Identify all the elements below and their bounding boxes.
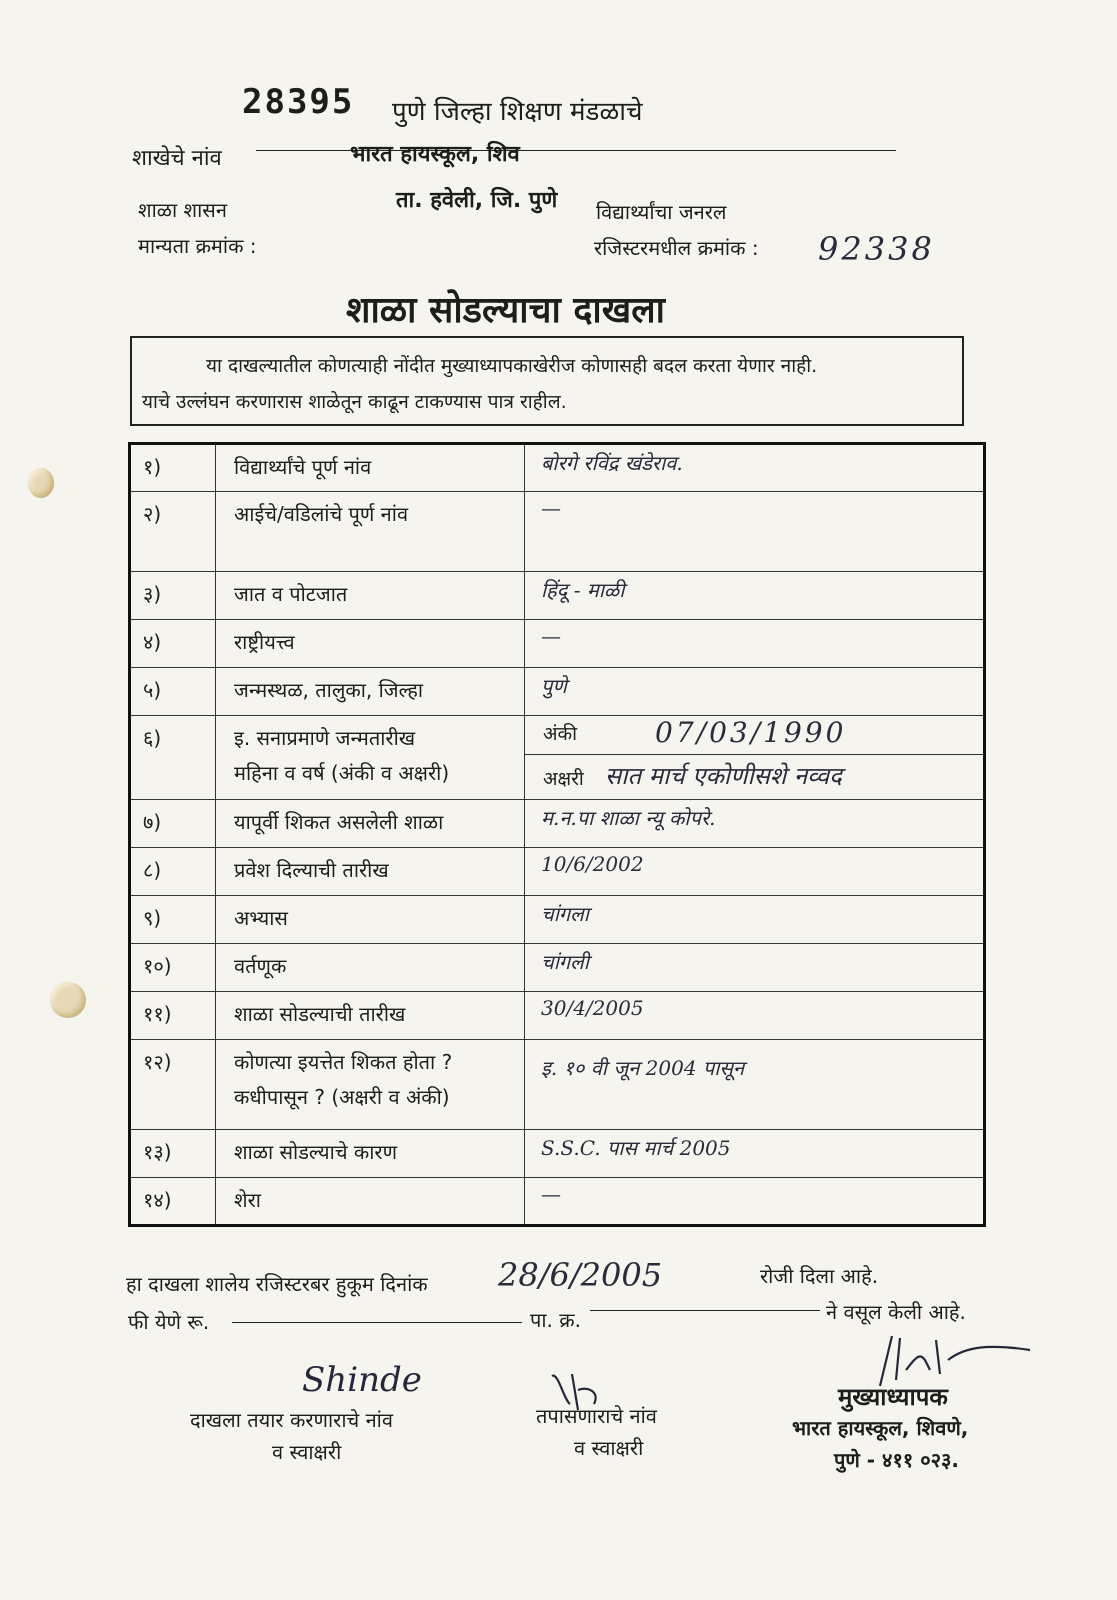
table-row: [130, 492, 985, 572]
headmaster-title: मुख्याध्यापक: [838, 1383, 948, 1411]
row-label-line-1: इ. सनाप्रमाणे जन्मतारीख: [234, 726, 416, 750]
branch-stamp: भारत हायस्कूल, शिव: [350, 142, 520, 167]
serial-number: 28395: [242, 82, 355, 122]
row-label: [216, 716, 525, 800]
table-row: [130, 668, 985, 716]
row-number: ७): [130, 800, 216, 848]
row-label: जात व पोटजात: [216, 572, 525, 620]
row-number: १४): [130, 1178, 216, 1226]
row-number: ११): [130, 992, 216, 1040]
row-value: चांगला: [525, 896, 985, 944]
table-row: [130, 896, 985, 944]
row-label: यापूर्वी शिकत असलेली शाळा: [216, 800, 525, 848]
row-number: ३): [130, 572, 216, 620]
row-label: वर्तणूक: [216, 944, 525, 992]
table-row: [130, 444, 985, 492]
row-value: —: [525, 1178, 985, 1226]
table-row: [130, 800, 985, 848]
receipt-label: पा. क्र.: [530, 1308, 581, 1332]
row-label: विद्यार्थ्यांचे पूर्ण नांव: [216, 444, 525, 492]
checker-label-2: व स्वाक्षरी: [574, 1436, 644, 1460]
row-label: आईचे/वडिलांचे पूर्ण नांव: [216, 492, 525, 572]
row-number: १२): [130, 1040, 216, 1130]
row-value: —: [525, 620, 985, 668]
notice-line-1: या दाखल्यातील कोणत्याही नोंदीत मुख्याध्यापकाखेरीज कोणासही बदल करता येणार नाही.: [206, 355, 818, 377]
row-number: ५): [130, 668, 216, 716]
row-value: [525, 716, 985, 800]
table-row: [130, 572, 985, 620]
table-row: [130, 992, 985, 1040]
dob-numeric: [525, 716, 983, 755]
row-value: 30/4/2005: [525, 992, 985, 1040]
table-row: [130, 1130, 985, 1178]
row-label-line-1: कोणत्या इयत्तेत शिकत होता ?: [234, 1050, 453, 1074]
table-row: [130, 944, 985, 992]
row-label-line-2: कधीपासून ? (अक्षरी व अंकी): [234, 1085, 450, 1109]
preparer-signature: Shinde: [302, 1360, 422, 1400]
table-row: [130, 716, 985, 800]
dob-words: [525, 755, 983, 797]
fee-collected: ने वसूल केली आहे.: [826, 1300, 966, 1324]
headmaster-city: पुणे - ४११ ०२३.: [834, 1448, 960, 1472]
register-label-1: विद्यार्थ्यांचा जनरल: [596, 200, 727, 224]
row-number: ९): [130, 896, 216, 944]
row-value: इ. १० वी जून 2004 पासून: [525, 1040, 985, 1130]
row-label: शेरा: [216, 1178, 525, 1226]
row-label: जन्मस्थळ, तालुका, जिल्हा: [216, 668, 525, 716]
row-label: अभ्यास: [216, 896, 525, 944]
row-number: २): [130, 492, 216, 572]
receipt-line: [590, 1310, 820, 1311]
recognition-label: मान्यता क्रमांक :: [138, 234, 257, 258]
register-label-2: रजिस्टरमधील क्रमांक :: [594, 236, 759, 260]
certificate-table: [128, 442, 986, 1227]
preparer-label-1: दाखला तयार करणाराचे नांव: [190, 1408, 393, 1432]
table-row: [130, 1040, 985, 1130]
row-value: चांगली: [525, 944, 985, 992]
row-number: ४): [130, 620, 216, 668]
row-label: प्रवेश दिल्याची तारीख: [216, 848, 525, 896]
row-number: ८): [130, 848, 216, 896]
row-value: बोरगे रविंद्र खंडेराव.: [525, 444, 985, 492]
row-value: —: [525, 492, 985, 572]
row-value: 10/6/2002: [525, 848, 985, 896]
table-row: [130, 848, 985, 896]
notice-box: [130, 336, 964, 426]
board-name: पुणे जिल्हा शिक्षण मंडळाचे: [392, 97, 643, 127]
row-label-line-2: महिना व वर्ष (अंकी व अक्षरी): [234, 761, 450, 785]
row-label: [216, 1040, 525, 1130]
row-number: १३): [130, 1130, 216, 1178]
checker-label-1: तपासणाराचे नांव: [536, 1404, 657, 1428]
issue-line-suffix: रोजी दिला आहे.: [760, 1264, 879, 1288]
table-row: [130, 1178, 985, 1226]
dob-words-label: अक्षरी: [543, 768, 584, 790]
issue-line-prefix: हा दाखला शालेय रजिस्टरबर हुकूम दिनांक: [126, 1272, 428, 1296]
dob-numeric-value: 07/03/1990: [655, 716, 847, 749]
notice-line-2: याचे उल्लंघन करणारास शाळेतून काढून टाकण्यास पात्र राहील.: [142, 391, 567, 413]
certificate-title: शाळा सोडल्याचा दाखला: [346, 290, 665, 331]
dob-words-value: सात मार्च एकोणीसशे नव्वद: [605, 762, 842, 790]
row-label: शाळा सोडल्याचे कारण: [216, 1130, 525, 1178]
row-label: राष्ट्रीयत्त्व: [216, 620, 525, 668]
row-value: हिंदू - माळी: [525, 572, 985, 620]
row-number: १): [130, 444, 216, 492]
punch-hole-bottom: [50, 982, 86, 1018]
branch-stamp-2: ता. हवेली, जि. पुणे: [396, 188, 558, 213]
issue-date: 28/6/2005: [498, 1256, 663, 1294]
punch-hole-top: [28, 468, 54, 498]
row-number: ६): [130, 716, 216, 800]
fee-line: [232, 1322, 522, 1323]
dob-numeric-label: अंकी: [543, 723, 578, 745]
row-value: S.S.C. पास मार्च 2005: [525, 1130, 985, 1178]
branch-label: शाखेचे नांव: [132, 146, 222, 171]
school-admin-label: शाळा शासन: [138, 198, 227, 222]
table-row: [130, 620, 985, 668]
register-number: 92338: [818, 230, 935, 268]
row-label: शाळा सोडल्याची तारीख: [216, 992, 525, 1040]
headmaster-school: भारत हायस्कूल, शिवणे,: [792, 1416, 969, 1440]
fee-label: फी येणे रू.: [128, 1310, 210, 1334]
row-value: म.न.पा शाळा न्यू कोपरे.: [525, 800, 985, 848]
row-number: १०): [130, 944, 216, 992]
row-value: पुणे: [525, 668, 985, 716]
preparer-label-2: व स्वाक्षरी: [272, 1440, 342, 1464]
